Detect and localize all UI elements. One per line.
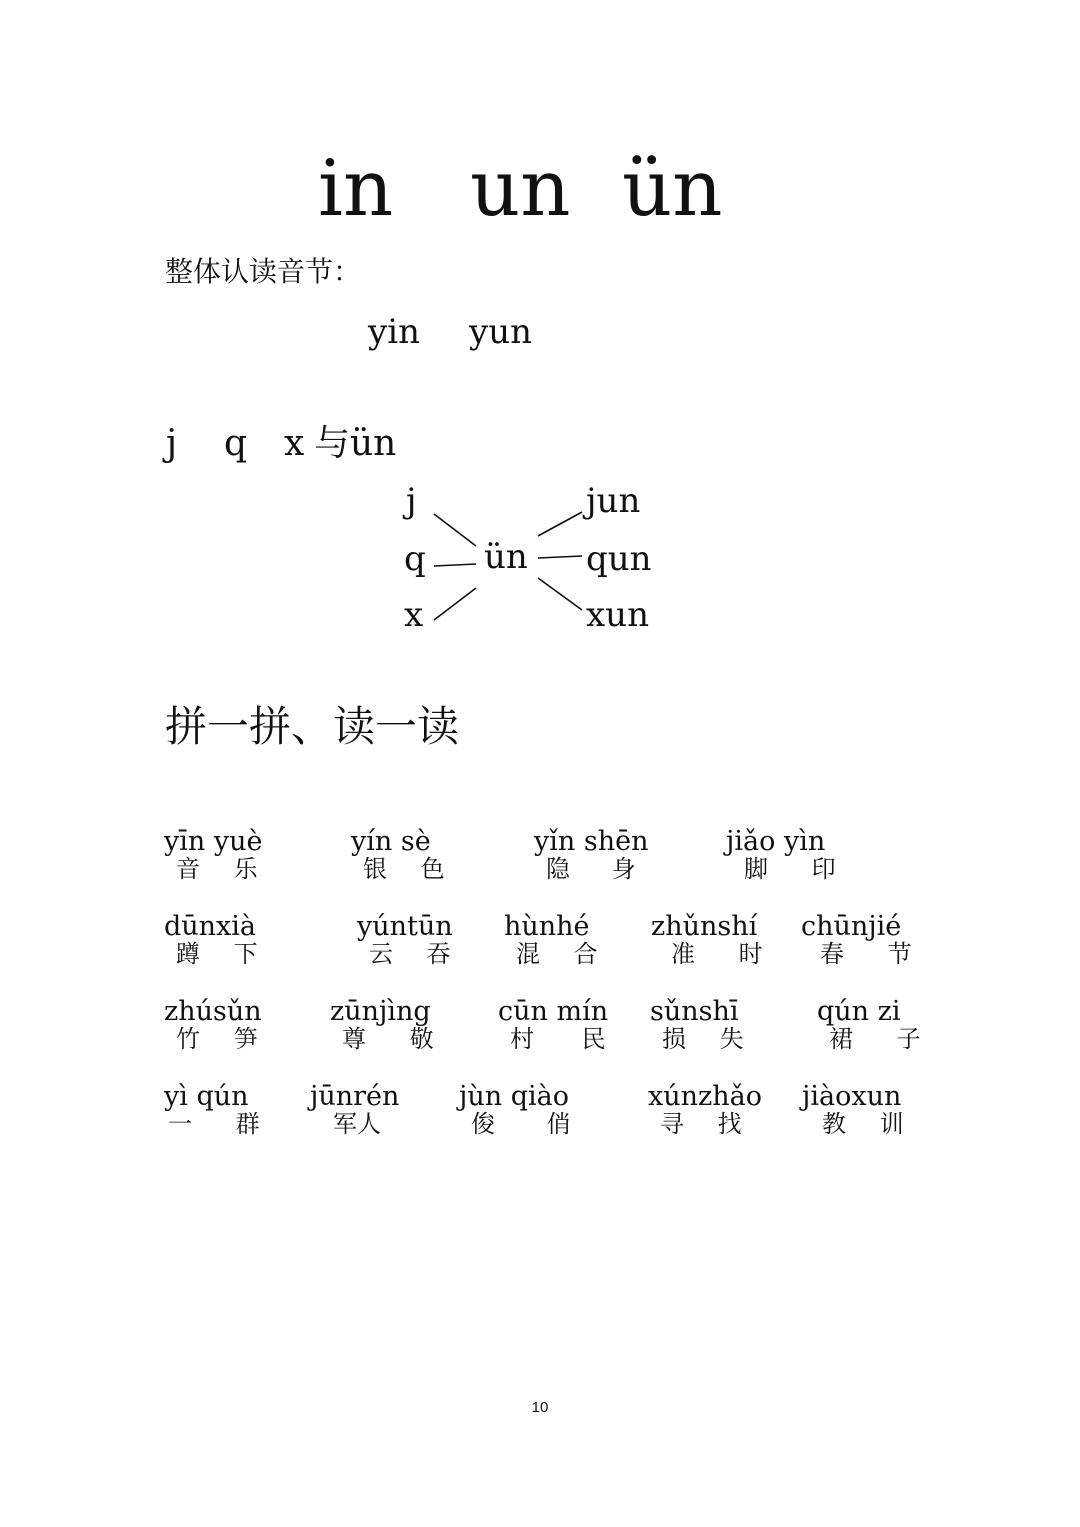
practice-hanzi: 音 乐 bbox=[176, 855, 258, 883]
connector-vn-to-xun bbox=[538, 578, 582, 610]
connector-j-to-vn bbox=[434, 514, 476, 546]
jqx-label-x: x bbox=[284, 423, 305, 464]
connector-q-to-vn bbox=[434, 564, 476, 566]
practice-pinyin: zhúsǔn bbox=[164, 996, 262, 1027]
result-xun: xun bbox=[586, 595, 649, 635]
practice-pinyin: jùn qiào bbox=[459, 1081, 570, 1112]
initial-j: j bbox=[406, 481, 417, 521]
practice-hanzi: 一 群 bbox=[168, 1110, 260, 1138]
practice-hanzi: 损 失 bbox=[662, 1025, 744, 1053]
whole-syllables-label: 整体认读音节： bbox=[165, 255, 362, 288]
practice-pinyin: chūnjié bbox=[801, 911, 902, 942]
practice-pinyin: yì qún bbox=[164, 1081, 249, 1112]
initial-x: x bbox=[404, 595, 424, 635]
practice-pinyin: yúntūn bbox=[357, 911, 453, 942]
final-vn: ün bbox=[484, 537, 528, 577]
jqx-label-j: j bbox=[166, 423, 178, 464]
practice-hanzi: 教 训 bbox=[822, 1110, 904, 1138]
result-jun: jun bbox=[586, 481, 641, 521]
practice-pinyin: cūn mín bbox=[498, 996, 609, 1027]
practice-pinyin: jiàoxun bbox=[802, 1081, 902, 1112]
practice-hanzi: 云 吞 bbox=[369, 940, 451, 968]
practice-hanzi: 村 民 bbox=[510, 1025, 606, 1053]
practice-hanzi: 银 色 bbox=[363, 855, 445, 883]
title-in: in bbox=[318, 144, 394, 234]
title-un: un bbox=[470, 144, 571, 234]
practice-hanzi: 蹲 下 bbox=[176, 940, 258, 968]
practice-pinyin: zhǔnshí bbox=[651, 911, 758, 942]
whole-syllable-yun: yun bbox=[469, 312, 533, 352]
practice-hanzi: 俊 俏 bbox=[471, 1110, 571, 1138]
page-number: 10 bbox=[531, 1399, 549, 1416]
jqx-label-suffix: 与ün bbox=[314, 423, 397, 464]
jqx-label-q: q bbox=[224, 423, 248, 464]
practice-pinyin: sǔnshī bbox=[650, 996, 739, 1027]
practice-pinyin: yīn yuè bbox=[164, 826, 263, 857]
practice-heading: 拼一拼、读一读 bbox=[165, 702, 460, 751]
practice-hanzi: 隐 身 bbox=[546, 855, 636, 883]
practice-hanzi: 军人 bbox=[333, 1110, 381, 1138]
initial-q: q bbox=[404, 539, 426, 579]
practice-pinyin: hùnhé bbox=[504, 911, 590, 942]
practice-pinyin: yǐn shēn bbox=[534, 826, 649, 857]
practice-pinyin: yín sè bbox=[351, 826, 431, 857]
connector-x-to-vn bbox=[434, 588, 476, 620]
practice-pinyin: zūnjìng bbox=[330, 996, 431, 1027]
practice-pinyin: qún zi bbox=[817, 996, 901, 1027]
practice-pinyin: dūnxià bbox=[164, 911, 257, 942]
practice-pinyin: xúnzhǎo bbox=[648, 1081, 762, 1112]
practice-pinyin: jūnrén bbox=[310, 1081, 400, 1112]
connector-vn-to-jun bbox=[538, 512, 582, 536]
practice-hanzi: 竹 笋 bbox=[176, 1025, 258, 1053]
result-qun: qun bbox=[586, 539, 652, 579]
whole-syllable-yin: yin bbox=[368, 312, 420, 352]
practice-hanzi: 准 时 bbox=[671, 940, 763, 968]
practice-hanzi: 尊 敬 bbox=[342, 1025, 434, 1053]
connector-vn-to-qun bbox=[538, 556, 582, 558]
practice-hanzi: 春 节 bbox=[820, 940, 912, 968]
practice-hanzi: 裙 子 bbox=[829, 1025, 921, 1053]
practice-hanzi: 寻 找 bbox=[660, 1110, 742, 1138]
practice-pinyin: jiǎo yìn bbox=[726, 826, 826, 857]
jqx-spelling-diagram bbox=[390, 470, 680, 640]
practice-hanzi: 脚 印 bbox=[744, 855, 836, 883]
title-vn: ün bbox=[622, 144, 723, 234]
practice-hanzi: 混 合 bbox=[516, 940, 598, 968]
